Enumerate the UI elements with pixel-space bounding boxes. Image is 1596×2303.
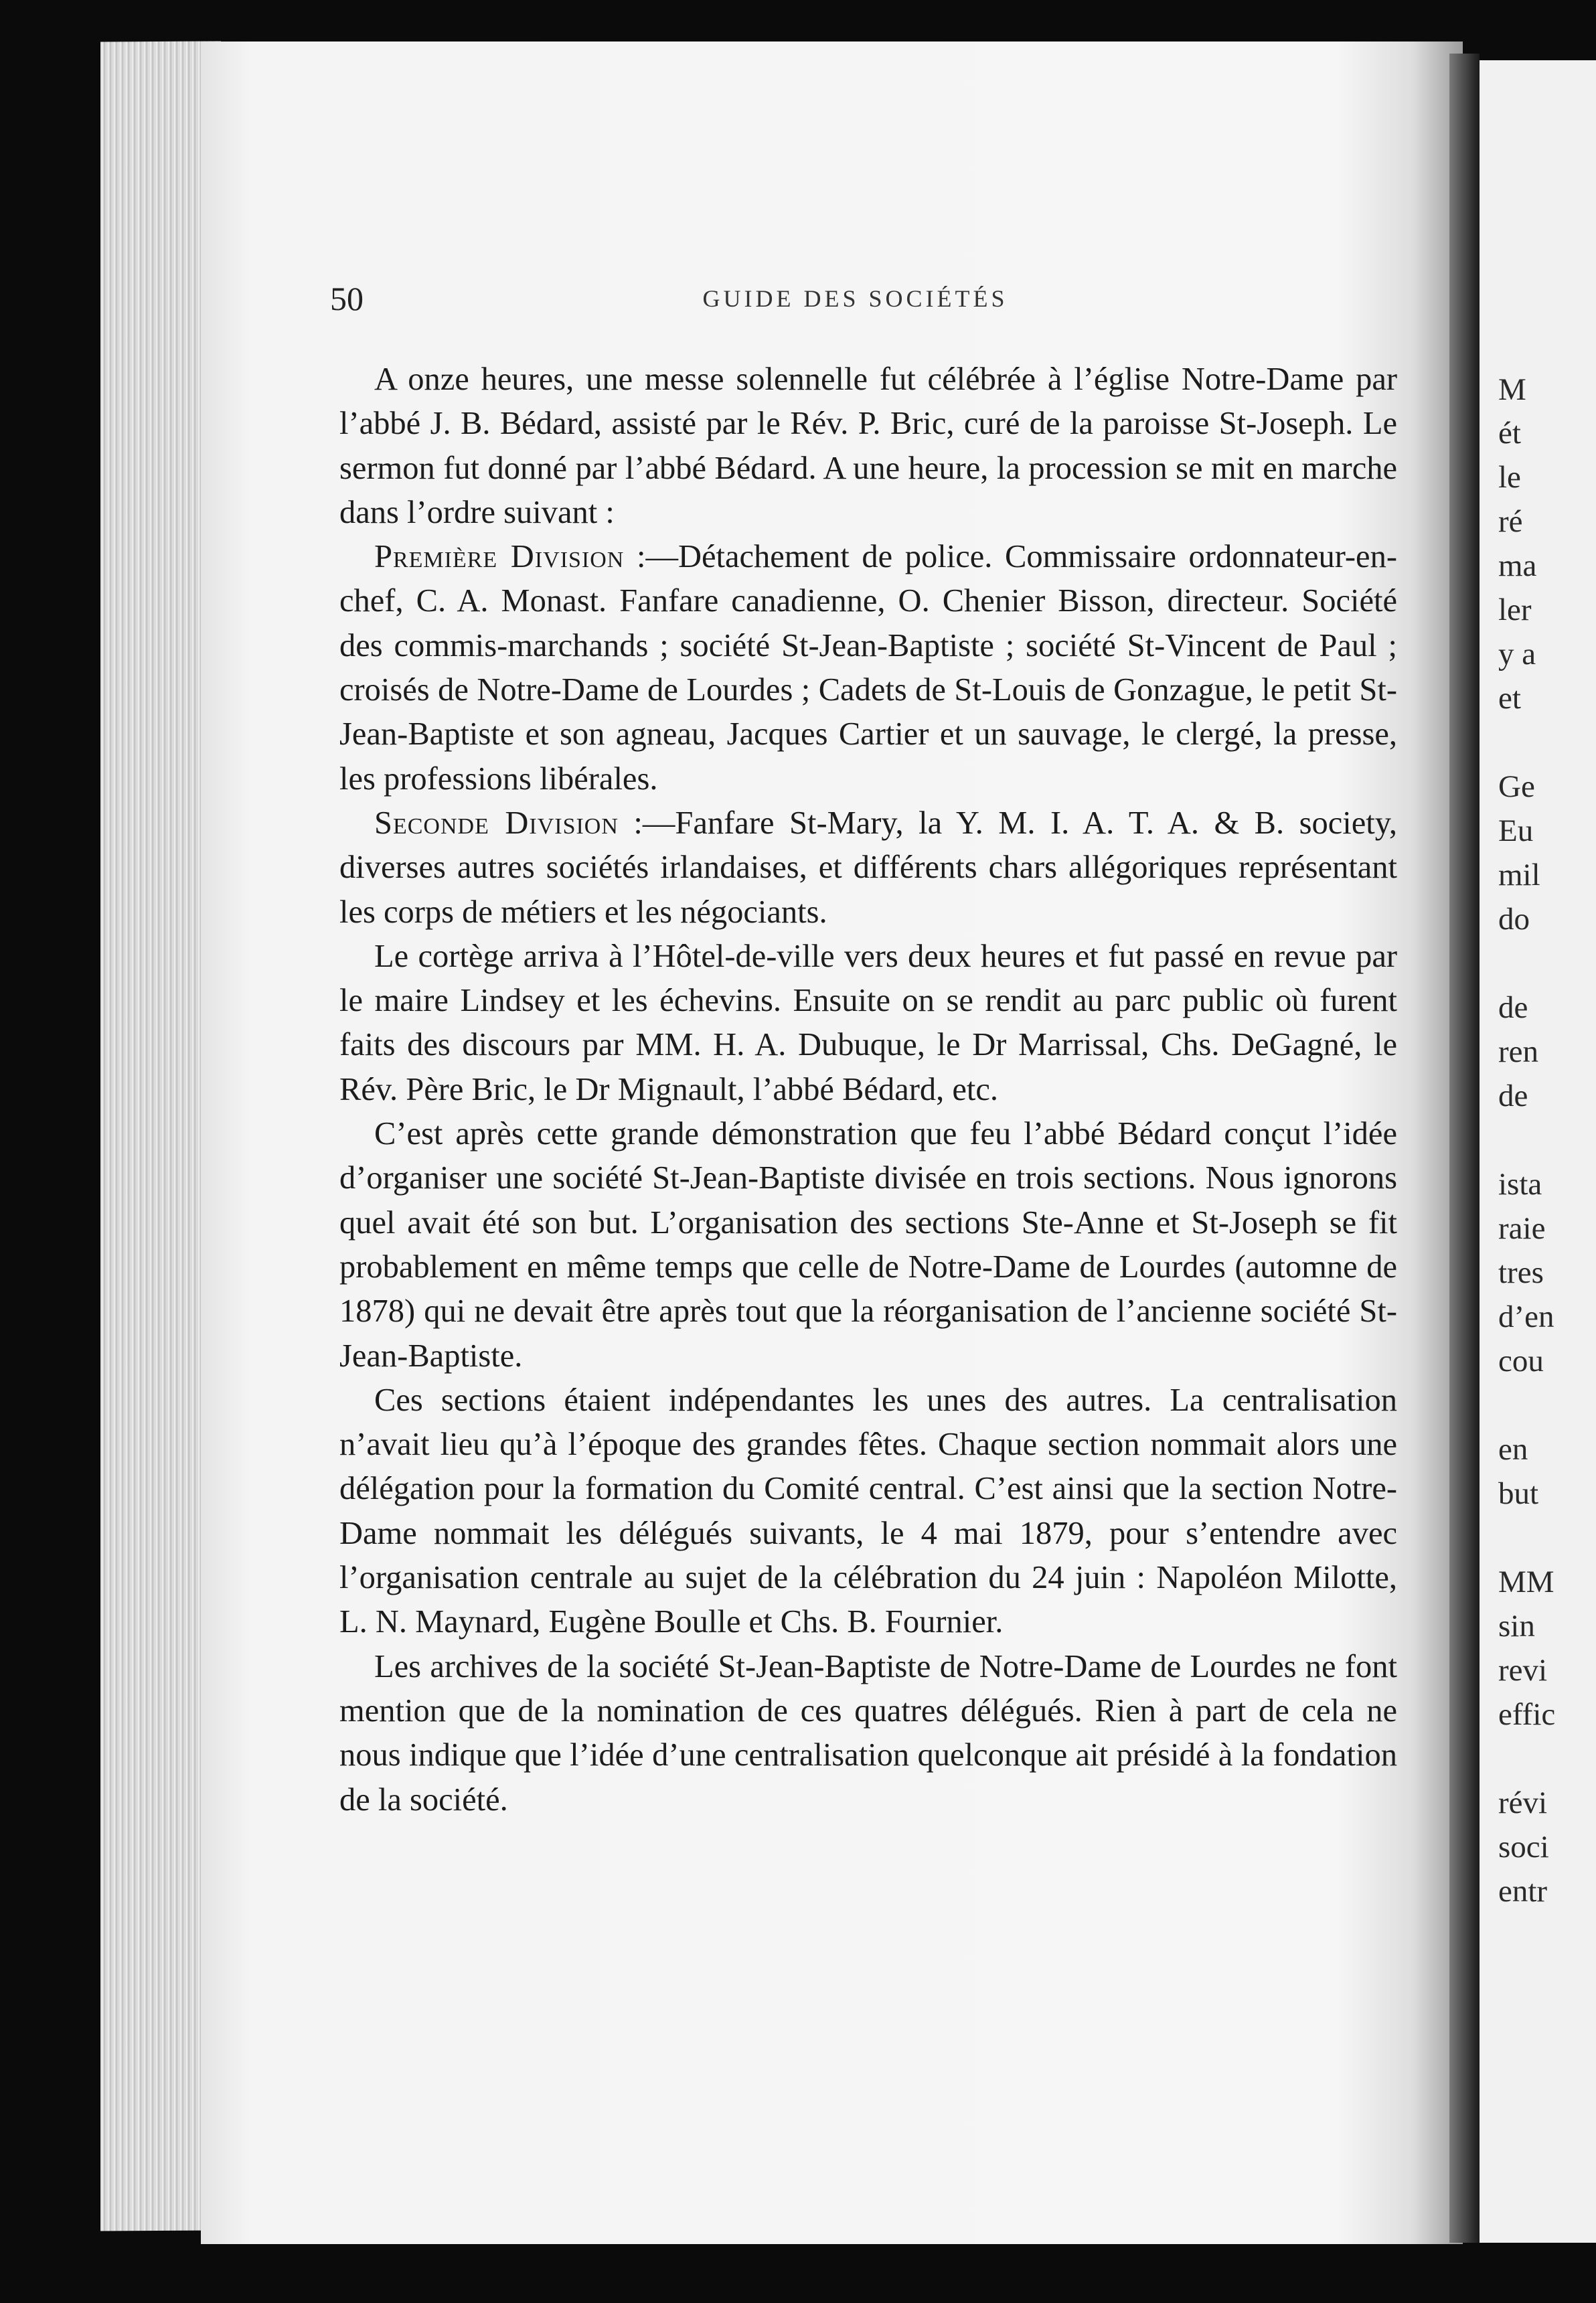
facing-text-fragment: y a — [1498, 637, 1536, 671]
facing-text-fragment: de — [1498, 1079, 1528, 1113]
book-page — [201, 42, 1463, 2244]
paragraph: C’est après cette grande démonstration que feu l’abbé Bédard conçut l’idée d’organiser une société St-Jean-Baptiste divisée en trois sections. Nous ignorons quel avait été son but. L’organisation des sections Ste-Anne et St-Joseph se fit probablement en même temps que celle de Notre-Dame de Lourdes (automne de 1878) qui ne devait être après tout que la réorganisation de l’ancienne société St-Jean-Baptiste. — [339, 1116, 1397, 1374]
facing-text-fragment: Ge — [1498, 769, 1535, 804]
body-text — [339, 358, 1397, 1822]
page-header — [201, 279, 1463, 319]
facing-text-fragment: cou — [1498, 1344, 1544, 1378]
facing-text-fragment: en — [1498, 1432, 1528, 1467]
facing-text-fragment: ma — [1498, 548, 1537, 583]
running-title: GUIDE DES SOCIÉTÉS — [702, 285, 1008, 312]
facing-text-fragment: ré — [1498, 504, 1523, 539]
page-number: 50 — [330, 280, 364, 317]
paragraph: Les archives de la société St-Jean-Baptiste de Notre-Dame de Lourdes ne font mention que de la nomination de ces quatres délégués. Rien à part de cela ne nous indique que l’idée d’une centralisation quelconque ait présidé à la fondation de la société. — [339, 1648, 1397, 1818]
facing-text-fragment: mil — [1498, 858, 1540, 892]
facing-text-fragment: raie — [1498, 1211, 1546, 1246]
facing-text-fragment: ler — [1498, 592, 1532, 627]
book-gutter — [1449, 54, 1480, 2243]
paragraph: Le cortège arriva à l’Hôtel-de-ville vers deux heures et fut passé en revue par le maire Lindsey et les échevins. Ensuite on se rendit au parc public où furent faits des discours par MM. H. A. Dubuque, le Dr Marrissal, Chs. DeGagné, le Rév. Père Bric, le Dr Mignault, l’abbé Bédard, etc. — [339, 938, 1397, 1107]
facing-text-fragment: révi — [1498, 1785, 1548, 1820]
paragraph: Ces sections étaient indépendantes les unes des autres. La centralisation n’avait lieu qu’à l’époque des grandes fêtes. Chaque section nommait alors une délégation pour la formation du Comité central. C’est ainsi que la section Notre-Dame nommait les délégués suivants, le 4 mai 1879, pour s’entendre avec l’organisation centrale au sujet de la célébration du 24 juin : Napoléon Milotte, L. N. Maynard, Eugène Boulle et Chs. B. Fournier. — [339, 1382, 1397, 1640]
facing-text-fragment: M — [1498, 372, 1526, 407]
facing-text-fragment: et — [1498, 681, 1521, 716]
facing-text-fragment: ren — [1498, 1034, 1539, 1069]
facing-text-fragment: MM — [1498, 1565, 1554, 1599]
facing-text-fragment: sin — [1498, 1609, 1535, 1644]
facing-text-fragment: de — [1498, 990, 1528, 1025]
facing-text-fragment: le — [1498, 460, 1521, 495]
paragraph: Seconde Division :—Fanfare St-Mary, la Y. M. I. A. T. A. & B. society, diverses autres sociétés irlandaises, et différents chars allégoriques représentant les corps de métiers et les négociants. — [339, 805, 1397, 930]
facing-text-fragment: but — [1498, 1476, 1539, 1511]
facing-text-fragment: revi — [1498, 1653, 1548, 1688]
paragraph: A onze heures, une messe solennelle fut célébrée à l’église Notre-Dame par l’abbé J. B. Bédard, assisté par le Rév. P. Bric, curé de la paroisse St-Joseph. Le sermon fut donné par l’abbé Bédard. A une heure, la procession se mit en marche dans l’ordre suivant : — [339, 362, 1397, 530]
facing-text-fragment: tres — [1498, 1255, 1544, 1290]
facing-page — [1480, 60, 1596, 2243]
facing-text-fragment: effic — [1498, 1697, 1556, 1732]
facing-text-fragment: entr — [1498, 1874, 1548, 1909]
division-heading: Première Division — [374, 539, 625, 575]
facing-text-fragment: d’en — [1498, 1299, 1554, 1334]
paragraph: Première Division :—Détachement de police. Commissaire ordonnateur-en-chef, C. A. Monast. Fanfare canadienne, O. Chenier Bisson, directeur. Société des commis-marchands ; société St-Jean-Baptiste ; société St-Vincent de Paul ; croisés de Notre-Dame de Lourdes ; Cadets de St-Louis de Gonzague, le petit St-Jean-Baptiste et son agneau, Jacques Cartier et un sauvage, le clergé, la presse, les professions libérales. — [339, 539, 1397, 797]
division-heading: Seconde Division — [374, 805, 619, 841]
facing-text-fragment: soci — [1498, 1830, 1549, 1864]
facing-text-fragment: ista — [1498, 1167, 1542, 1202]
facing-text-fragment: Eu — [1498, 813, 1534, 848]
facing-text-fragment: ét — [1498, 416, 1521, 451]
facing-text-fragment: do — [1498, 902, 1530, 937]
